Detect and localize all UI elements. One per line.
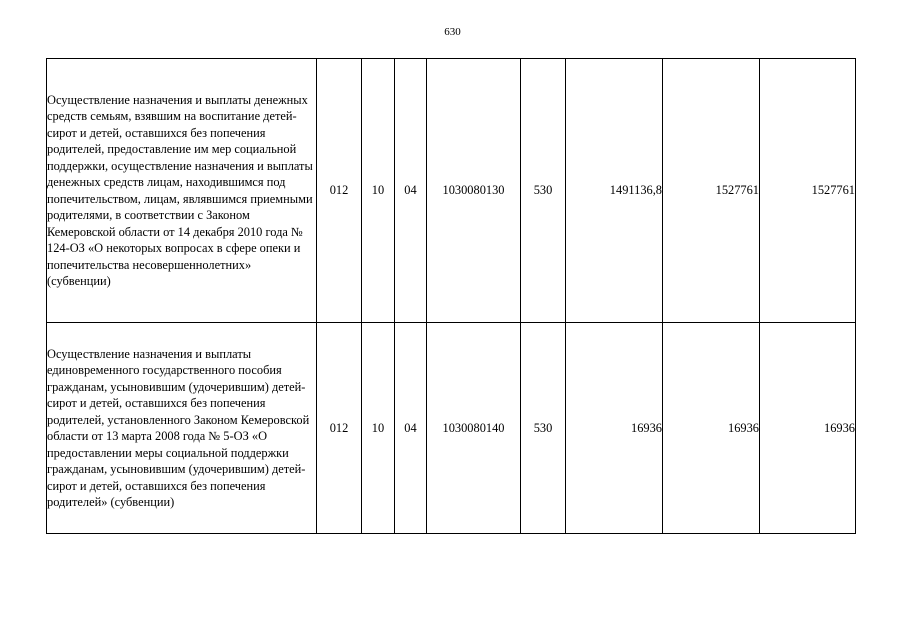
- amount-year-2: 16936: [663, 323, 760, 534]
- subsection-code: 04: [395, 59, 427, 323]
- amount-year-1: 1491136,8: [566, 59, 663, 323]
- target-article-code: 1030080140: [427, 323, 521, 534]
- amount-year-3: 16936: [760, 323, 856, 534]
- table-row: [47, 323, 856, 534]
- expense-type-code: 530: [521, 59, 566, 323]
- amount-year-1: 16936: [566, 323, 663, 534]
- section-code: 10: [362, 323, 395, 534]
- target-article-code: 1030080130: [427, 59, 521, 323]
- row-description: Осуществление назначения и выплаты денежных средств семьям, взявшим на воспитание детей-сирот и детей, оставшихся без попечения родителей, предоставление им мер социальной поддержки, осуществление назначения и выплаты денежных средств лицам, находившимся под попечительством, лицам, являвшимся приемными родителями, в соответствии с Законом Кемеровской области от 14 декабря 2010 года № 124-ОЗ «О некоторых вопросах в сфере опеки и попечительства несовершеннолетних» (субвенции): [47, 59, 317, 323]
- subsection-code: 04: [395, 323, 427, 534]
- row-description: Осуществление назначения и выплаты единовременного государственного пособия гражданам, усыновившим (удочерившим) детей-сирот и детей, оставшихся без попечения родителей, установленного Законом Кемеровской области от 13 марта 2008 года № 5-ОЗ «О предоставлении меры социальной поддержки гражданам, усыновившим (удочерившим) детей-сирот и детей, оставшихся без попечения родителей» (субвенции): [47, 323, 317, 534]
- amount-year-2: 1527761: [663, 59, 760, 323]
- budget-table: [46, 58, 856, 534]
- table-row: [47, 59, 856, 323]
- expense-type-code: 530: [521, 323, 566, 534]
- amount-year-3: 1527761: [760, 59, 856, 323]
- page-number: 630: [444, 26, 461, 38]
- ministry-code: 012: [317, 59, 362, 323]
- section-code: 10: [362, 59, 395, 323]
- ministry-code: 012: [317, 323, 362, 534]
